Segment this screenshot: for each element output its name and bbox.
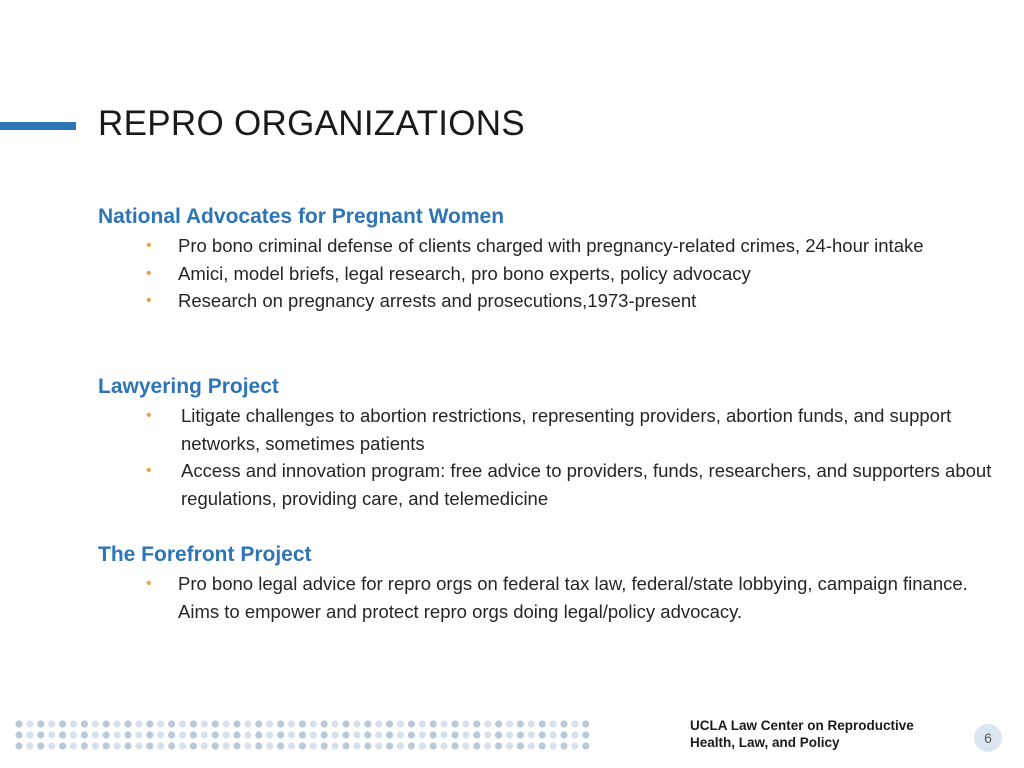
decorative-dot (266, 731, 273, 738)
decorative-dot (255, 731, 262, 738)
list-item (98, 457, 998, 512)
decorative-dot (48, 720, 55, 727)
decorative-dot (473, 731, 480, 738)
decorative-dot (364, 720, 371, 727)
decorative-dot (397, 720, 404, 727)
decorative-dot (419, 720, 426, 727)
decorative-dot (92, 720, 99, 727)
section-napw (98, 204, 998, 315)
decorative-dot (103, 731, 110, 738)
decorative-dot (179, 742, 186, 749)
decorative-dot (321, 742, 328, 749)
decorative-dot (124, 720, 131, 727)
decorative-dot (495, 742, 502, 749)
decorative-dot (81, 731, 88, 738)
decorative-dot (59, 720, 66, 727)
decorative-dot (212, 731, 219, 738)
decorative-dot (299, 742, 306, 749)
decorative-dot (539, 720, 546, 727)
list-item (98, 402, 998, 457)
decorative-dot (92, 742, 99, 749)
decorative-dot (310, 731, 317, 738)
decorative-dot (168, 731, 175, 738)
decorative-dot (244, 720, 251, 727)
decorative-dot (223, 720, 230, 727)
decorative-dot (386, 742, 393, 749)
decorative-dot (386, 720, 393, 727)
decorative-dot (81, 742, 88, 749)
decorative-dot (419, 742, 426, 749)
decorative-dot (223, 742, 230, 749)
footer-org-line: Health, Law, and Policy (690, 735, 840, 750)
decorative-dot (430, 742, 437, 749)
decorative-dot (550, 720, 557, 727)
decorative-dot (430, 720, 437, 727)
list-item-text: Pro bono legal advice for repro orgs on federal tax law, federal/state lobbying, campaign finance. Aims to empower and protect repro orgs doing legal/policy advocacy. (178, 573, 968, 622)
decorative-dot (288, 720, 295, 727)
decorative-dot (506, 720, 513, 727)
bullet-icon: • (146, 237, 152, 254)
decorative-dot (70, 742, 77, 749)
decorative-dot (190, 720, 197, 727)
section-heading: National Advocates for Pregnant Women (98, 205, 505, 228)
decorative-dot (539, 742, 546, 749)
bullet-icon: • (146, 462, 152, 479)
title-accent-bar (0, 122, 76, 130)
decorative-dot (26, 731, 33, 738)
slide-title: REPRO ORGANIZATIONS (98, 104, 526, 143)
decorative-dot (441, 731, 448, 738)
decorative-dot (310, 742, 317, 749)
decorative-dot (92, 731, 99, 738)
decorative-dot (103, 742, 110, 749)
decorative-dot (571, 720, 578, 727)
decorative-dot (179, 731, 186, 738)
decorative-dot (408, 742, 415, 749)
decorative-dot (288, 742, 295, 749)
decorative-dot (560, 742, 567, 749)
decorative-dot (375, 731, 382, 738)
decorative-dot (255, 742, 262, 749)
decorative-dot (157, 742, 164, 749)
decorative-dot (201, 731, 208, 738)
section-forefront-project (98, 542, 998, 625)
decorative-dot (124, 742, 131, 749)
decorative-dot (386, 731, 393, 738)
decorative-dot (342, 742, 349, 749)
decorative-dot (539, 731, 546, 738)
decorative-dot (550, 742, 557, 749)
decorative-dot (332, 720, 339, 727)
decorative-dot (506, 742, 513, 749)
decorative-dot (266, 720, 273, 727)
decorative-dot (571, 731, 578, 738)
decorative-dot (81, 720, 88, 727)
decorative-dot (266, 742, 273, 749)
decorative-dot (168, 720, 175, 727)
decorative-dot (560, 731, 567, 738)
decorative-dot (582, 720, 589, 727)
decorative-dot (364, 742, 371, 749)
decorative-dot-pattern (14, 719, 596, 755)
decorative-dot (484, 742, 491, 749)
decorative-dot (70, 720, 77, 727)
decorative-dot (59, 731, 66, 738)
decorative-dot (375, 742, 382, 749)
decorative-dot (114, 731, 121, 738)
decorative-dot (37, 731, 44, 738)
decorative-dot (70, 731, 77, 738)
list-item-text: Research on pregnancy arrests and prosecutions,1973-present (178, 290, 697, 311)
decorative-dot (255, 720, 262, 727)
decorative-dot (451, 720, 458, 727)
decorative-dot (48, 742, 55, 749)
decorative-dot (26, 742, 33, 749)
decorative-dot (321, 731, 328, 738)
decorative-dot (462, 720, 469, 727)
section-heading: The Forefront Project (98, 543, 312, 566)
decorative-dot (473, 720, 480, 727)
decorative-dot (146, 742, 153, 749)
decorative-dot (332, 731, 339, 738)
decorative-dot (353, 742, 360, 749)
decorative-dot (288, 731, 295, 738)
decorative-dot (342, 720, 349, 727)
decorative-dot (342, 731, 349, 738)
bullet-icon: • (146, 264, 152, 282)
decorative-dot (15, 720, 22, 727)
decorative-dot (451, 742, 458, 749)
decorative-dot (332, 742, 339, 749)
decorative-dot (484, 720, 491, 727)
decorative-dot (114, 742, 121, 749)
decorative-dot (37, 742, 44, 749)
bullet-icon: • (146, 292, 152, 309)
decorative-dot (233, 742, 240, 749)
bullet-list (98, 402, 998, 512)
decorative-dot (419, 731, 426, 738)
decorative-dot (408, 720, 415, 727)
decorative-dot (15, 742, 22, 749)
decorative-dot (506, 731, 513, 738)
list-item-text: Access and innovation program: free advice to providers, funds, researchers, and supporters about regulations, providing care, and telemedicine (181, 460, 992, 509)
decorative-dot (408, 731, 415, 738)
footer-org-line: UCLA Law Center on Reproductive (690, 718, 914, 733)
decorative-dot (26, 720, 33, 727)
decorative-dot (212, 742, 219, 749)
list-item-text: Litigate challenges to abortion restrictions, representing providers, abortion funds, and support networks, sometimes patients (181, 405, 952, 454)
decorative-dot (223, 731, 230, 738)
decorative-dot (201, 742, 208, 749)
decorative-dot (15, 731, 22, 738)
footer-organization (690, 717, 950, 751)
decorative-dot (441, 742, 448, 749)
decorative-dot (462, 742, 469, 749)
bullet-list (98, 232, 998, 315)
decorative-dot (114, 720, 121, 727)
decorative-dot (441, 720, 448, 727)
decorative-dot (299, 731, 306, 738)
decorative-dot (244, 742, 251, 749)
decorative-dot (495, 720, 502, 727)
decorative-dot (212, 720, 219, 727)
decorative-dot (157, 720, 164, 727)
section-lawyering-project (98, 374, 998, 512)
decorative-dot (233, 720, 240, 727)
decorative-dot (233, 731, 240, 738)
section-heading: Lawyering Project (98, 375, 279, 398)
decorative-dot (48, 731, 55, 738)
decorative-dot (517, 742, 524, 749)
decorative-dot (582, 742, 589, 749)
decorative-dot (397, 731, 404, 738)
decorative-dot (484, 731, 491, 738)
decorative-dot (135, 742, 142, 749)
decorative-dot (37, 720, 44, 727)
decorative-dot (244, 731, 251, 738)
decorative-dot (364, 731, 371, 738)
decorative-dot (528, 742, 535, 749)
decorative-dot (582, 731, 589, 738)
decorative-dot (451, 731, 458, 738)
decorative-dot (495, 731, 502, 738)
decorative-dot (571, 742, 578, 749)
decorative-dot (59, 742, 66, 749)
decorative-dot (146, 720, 153, 727)
decorative-dot (430, 731, 437, 738)
decorative-dot (397, 742, 404, 749)
decorative-dot (168, 742, 175, 749)
decorative-dot (103, 720, 110, 727)
decorative-dot (321, 720, 328, 727)
decorative-dot (179, 720, 186, 727)
decorative-dot (462, 731, 469, 738)
decorative-dot (310, 720, 317, 727)
decorative-dot (190, 742, 197, 749)
decorative-dot (353, 720, 360, 727)
decorative-dot (135, 731, 142, 738)
decorative-dot (375, 720, 382, 727)
bullet-icon: • (146, 407, 152, 424)
decorative-dot (517, 720, 524, 727)
decorative-dot (124, 731, 131, 738)
list-item (98, 570, 998, 625)
decorative-dot (528, 731, 535, 738)
decorative-dot (277, 720, 284, 727)
decorative-dot (550, 731, 557, 738)
page-number: 6 (974, 724, 1002, 752)
decorative-dot (135, 720, 142, 727)
decorative-dot (473, 742, 480, 749)
bullet-icon: • (146, 575, 152, 592)
decorative-dot (560, 720, 567, 727)
list-item (98, 287, 998, 315)
decorative-dot (201, 720, 208, 727)
list-item (98, 260, 998, 288)
decorative-dot (277, 742, 284, 749)
decorative-dot (353, 731, 360, 738)
decorative-dot (157, 731, 164, 738)
decorative-dot (528, 720, 535, 727)
list-item (98, 232, 998, 260)
list-item-text: Amici, model briefs, legal research, pro bono experts, policy advocacy (178, 262, 751, 284)
decorative-dot (277, 731, 284, 738)
bullet-list (98, 570, 998, 625)
list-item-text: Pro bono criminal defense of clients charged with pregnancy-related crimes, 24-hour intake (178, 235, 924, 256)
decorative-dot (517, 731, 524, 738)
decorative-dot (190, 731, 197, 738)
decorative-dot (299, 720, 306, 727)
decorative-dot (146, 731, 153, 738)
